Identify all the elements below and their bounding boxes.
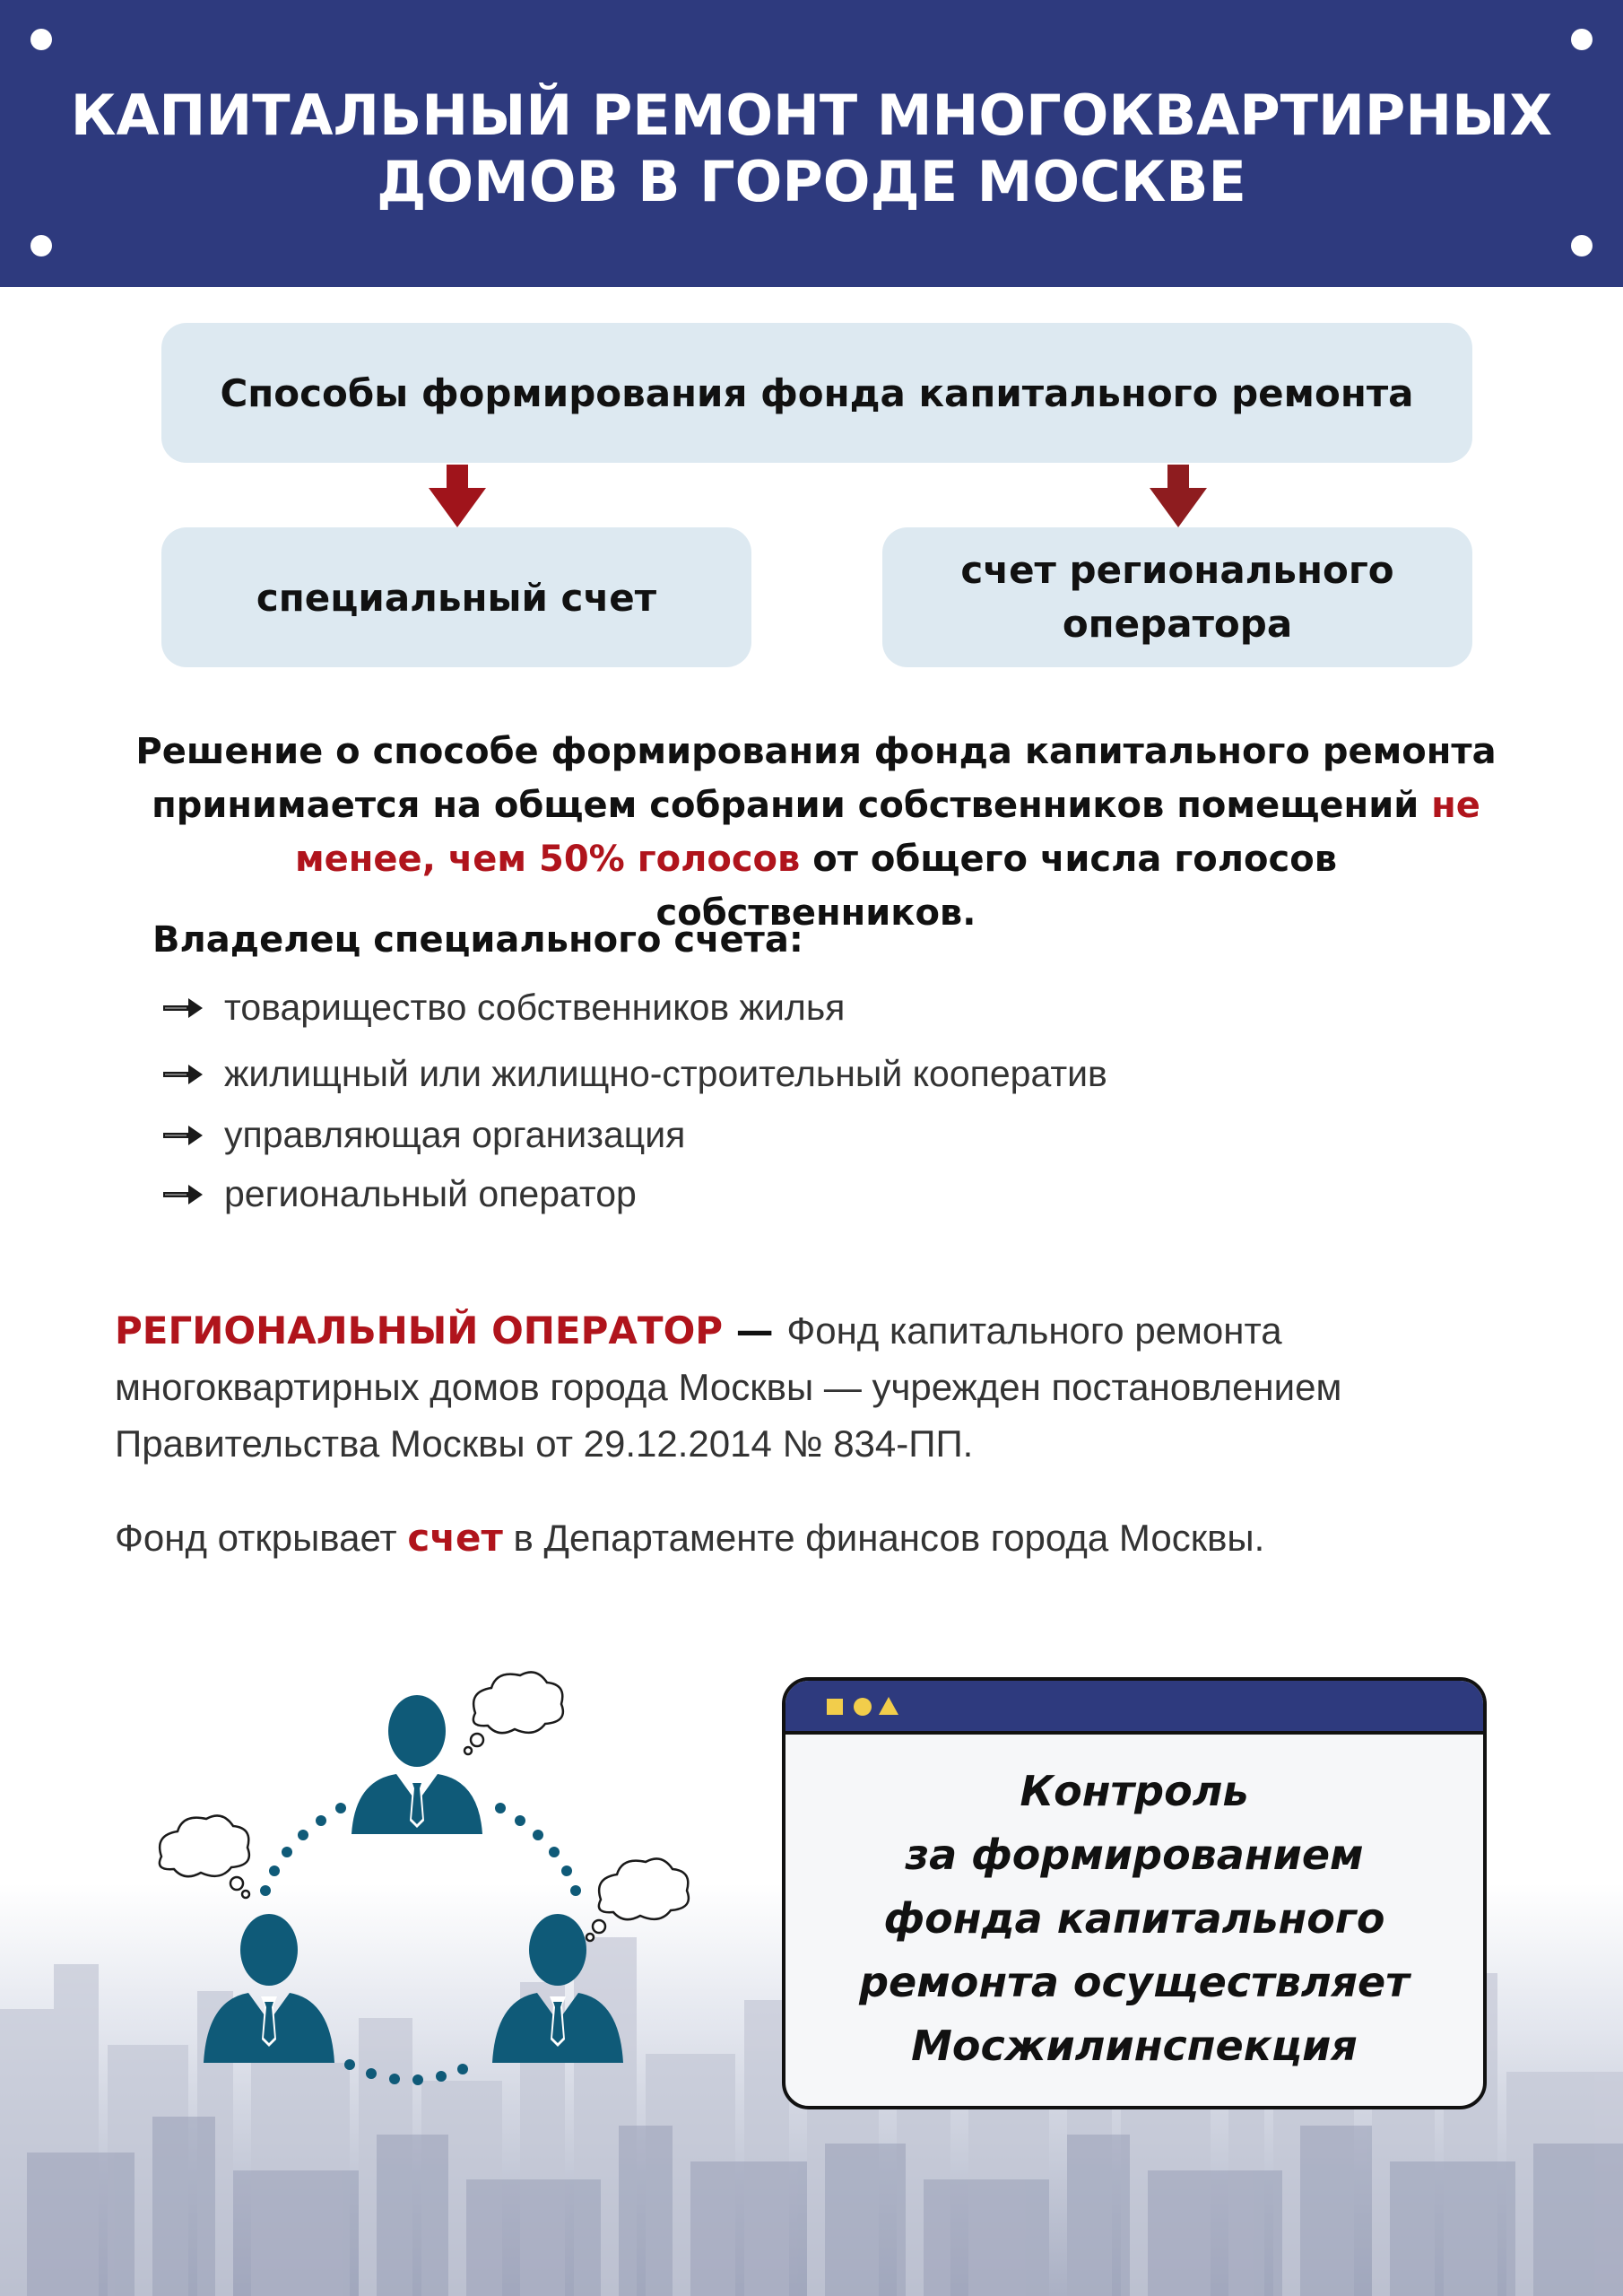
owner-item-label: региональный оператор	[224, 1173, 637, 1214]
person-icon	[492, 1914, 623, 2063]
arrow-down-icon	[1150, 465, 1207, 527]
fund-account-after: в Департаменте финансов города Москвы.	[502, 1517, 1265, 1559]
rivet-dot	[30, 29, 52, 50]
list-item	[161, 1114, 685, 1156]
thought-cloud-icon	[464, 1672, 563, 1754]
arrow-right-icon	[161, 1122, 204, 1149]
option-special-account-label: специальный счет	[256, 575, 657, 620]
fund-account-paragraph	[115, 1516, 1514, 1560]
methods-title-box	[161, 323, 1472, 463]
decision-highlight: не менее, чем 50% голосов	[294, 785, 1480, 880]
thought-cloud-icon	[586, 1858, 689, 1941]
meeting-people-illustration	[143, 1668, 717, 2117]
list-item	[161, 987, 845, 1029]
arrow-right-icon	[161, 1061, 204, 1088]
decision-paragraph	[135, 725, 1497, 940]
decision-text-after: от общего числа голосов собственников.	[655, 839, 1338, 934]
arrow-down-icon	[429, 465, 486, 527]
fund-account-before: Фонд открывает	[115, 1517, 408, 1559]
control-line-3: фонда капитального	[883, 1894, 1385, 1943]
control-line-2: за формированием	[905, 1831, 1364, 1879]
circle-icon	[854, 1698, 872, 1716]
owner-item-label: жилищный или жилищно-строительный кооператив	[224, 1053, 1107, 1094]
option-regional-operator-account	[882, 527, 1472, 667]
option-regional-operator-line-2: оператора	[1062, 602, 1293, 646]
rivet-dot	[1571, 29, 1593, 50]
person-icon	[352, 1695, 482, 1834]
page-title-line-1: КАПИТАЛЬНЫЙ РЕМОНТ МНОГОКВАРТИРНЫХ	[70, 83, 1553, 148]
person-icon	[204, 1914, 334, 2063]
regional-operator-term: РЕГИОНАЛЬНЫЙ ОПЕРАТОР	[115, 1309, 724, 1352]
arrow-right-icon	[161, 1181, 204, 1208]
control-line-4: ремонта осуществляет	[859, 1958, 1410, 2006]
owner-item-label: управляющая организация	[224, 1114, 686, 1155]
control-line-1: Контроль	[1020, 1767, 1249, 1815]
owner-item-label: товарищество собственников жилья	[224, 987, 846, 1028]
decision-text-before: Решение о способе формирования фонда капитального ремонта принимается на общем собрании собственников помещений	[135, 731, 1497, 826]
list-item	[161, 1053, 1107, 1095]
rivet-dot	[1571, 235, 1593, 257]
option-regional-operator-line-1: счет регионального	[960, 548, 1394, 592]
fund-account-highlight: счет	[407, 1516, 503, 1560]
option-special-account	[161, 527, 751, 667]
owners-title: Владелец специального счета:	[152, 919, 803, 961]
list-item	[161, 1173, 637, 1215]
control-info-window	[782, 1677, 1487, 2109]
control-text	[785, 1760, 1483, 2078]
rivet-dot	[30, 235, 52, 257]
control-line-5: Мосжилинспекция	[911, 2022, 1358, 2070]
square-icon	[827, 1699, 843, 1715]
regional-operator-definition: Фонд капитального ремонта многоквартирных домов города Москвы — учрежден постановлением Правительства Москвы от 29.12.2014 № 834-ПП.	[115, 1309, 1342, 1465]
triangle-icon	[879, 1697, 898, 1715]
regional-operator-dash: —	[723, 1309, 787, 1352]
methods-title: Способы формирования фонда капитального ремонта	[220, 370, 1414, 415]
regional-operator-paragraph	[115, 1302, 1514, 1472]
thought-cloud-icon	[160, 1815, 249, 1898]
arrow-right-icon	[161, 995, 204, 1022]
page-title-line-2: ДОМОВ В ГОРОДЕ МОСКВЕ	[377, 149, 1246, 214]
page-title	[0, 83, 1623, 215]
